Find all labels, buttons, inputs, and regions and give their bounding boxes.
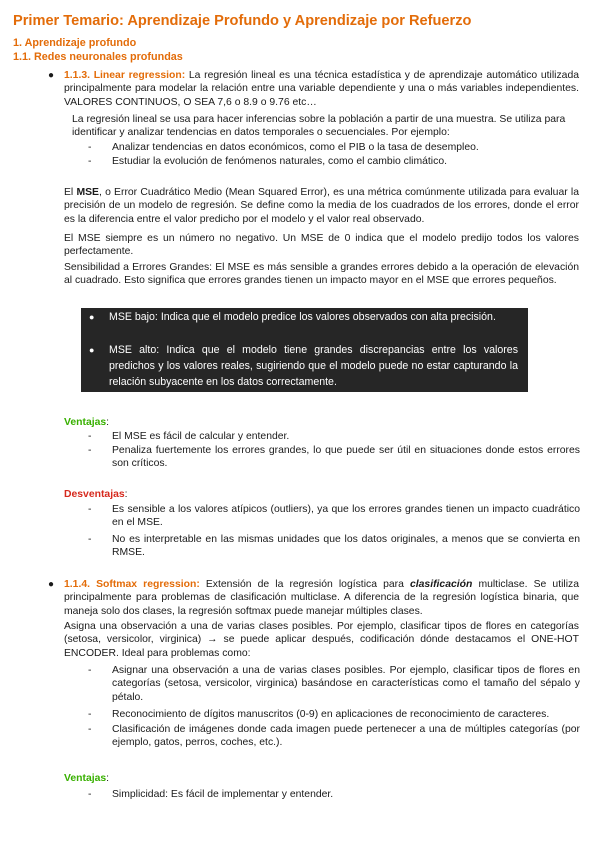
mse-sensitivity: Sensibilidad a Errores Grandes: El MSE es más sensible a grandes errores debido a la operación de elevación al cuadrado. Esto significa que errores grandes tienen un impacto mayor en el MSE que errores pequeños. [64, 262, 579, 287]
list-item: - Asignar una observación a una de varias clases posibles. Por ejemplo, clasificar tipos de flores en categorías (setosa, versicolor, virginica) basándose en características como el tamaño del sépalo y pétalo. [88, 665, 580, 703]
list-item: - No es interpretable en las mismas unidades que los datos originales, a menos que se convierta en RMSE. [88, 534, 580, 559]
softmax-usage: Asigna una observación a una de varias clases posibles. Por ejemplo, clasificar tipos de flores en categorías (setosa, versicolor, virginica) → se puede aplicar después, codificación dónde destacamos el ONE-HOT ENCODER. Ideal para problemas como: [64, 621, 579, 659]
ventajas-label: Ventajas: [64, 773, 110, 784]
softmax-intro: 1.1.4. Softmax regression: Extensión de la regresión logística para clasificación multiclase. Se utiliza principalmente para problemas de clasificación multiclase. A diferencia de la regresión logística binaria, que maneja solo dos clases, la regresión softmax puede manejar múltiples clases. [64, 579, 579, 617]
mse-term: MSE [76, 187, 99, 198]
list-item: - Penaliza fuertemente los errores grandes, lo que puede ser útil en situaciones donde estos errores son críticos. [88, 445, 580, 470]
list-bullet: ● [48, 70, 55, 81]
mse-non-negative: El MSE siempre es un número no negativo. Un MSE de 0 indica que el modelo predijo todos los valores perfectamente. [64, 233, 579, 258]
mse-definition: El MSE, o Error Cuadrático Medio (Mean Squared Error), es una métrica comúnmente utilizada para evaluar la precisión de un modelo de regresión. Se define como la media de los cuadrados de los errores, donde el error es la diferencia entre el valor predicho por el modelo y el valor real observado. [64, 187, 579, 225]
linear-regression-usage: La regresión lineal se usa para hacer inferencias sobre la población a partir de una muestra. Se utiliza para identificar y analizar tendencias en datos temporales o secuenciales. Por ejemplo: [72, 114, 566, 139]
softmax-heading: 1.1.4. Softmax regression: [64, 579, 200, 590]
linear-regression-heading: 1.1.3. Linear regression: [64, 70, 186, 81]
list-item: - Reconocimiento de dígitos manuscritos (0-9) en aplicaciones de reconocimiento de caracteres. [88, 709, 550, 720]
mse-callout-box: ● MSE bajo: Indica que el modelo predice los valores observados con alta precisión. ● MSE alto: Indica que el modelo tiene grandes discrepancias entre los valores predichos y los valores reales, sugiriendo que el modelo puede no estar capturando la relación subyacente en los datos correctamente. [81, 308, 528, 392]
list-item: - El MSE es fácil de calcular y entender. [88, 431, 290, 442]
page-title: Primer Temario: Aprendizaje Profundo y Aprendizaje por Refuerzo [13, 13, 472, 29]
list-item: - Estudiar la evolución de fenómenos naturales, como el cambio climático. [88, 156, 447, 167]
desventajas-label: Desventajas: [64, 489, 128, 500]
clasificacion-term: clasificación [409, 579, 473, 590]
list-item: - Es sensible a los valores atípicos (outliers), ya que los errores grandes tienen un impacto cuadrático en el MSE. [88, 504, 580, 529]
list-item: - Analizar tendencias en datos económicos, como el PIB o la tasa de desempleo. [88, 142, 479, 153]
list-bullet: ● [48, 579, 55, 590]
list-item: - Simplicidad: Es fácil de implementar y entender. [88, 789, 334, 800]
linear-regression-text: La regresión lineal es una técnica estadística y de aprendizaje automático utilizada principalmente para modelar la relación entre una variable dependiente y una o más variables independientes. VALORES CONTINUOS, O SEA 7,6 o 8.9 o 9.76 etc… [64, 70, 580, 108]
subsection-heading: 1.1. Redes neuronales profundas [13, 51, 183, 63]
linear-regression-intro [64, 69, 579, 109]
section-heading: 1. Aprendizaje profundo [13, 37, 137, 49]
ventajas-label: Ventajas: [64, 417, 110, 428]
list-item: - Clasificación de imágenes donde cada imagen puede pertenecer a una de múltiples categorías (por ejemplo, gatos, perros, coches, etc.). [88, 724, 580, 749]
